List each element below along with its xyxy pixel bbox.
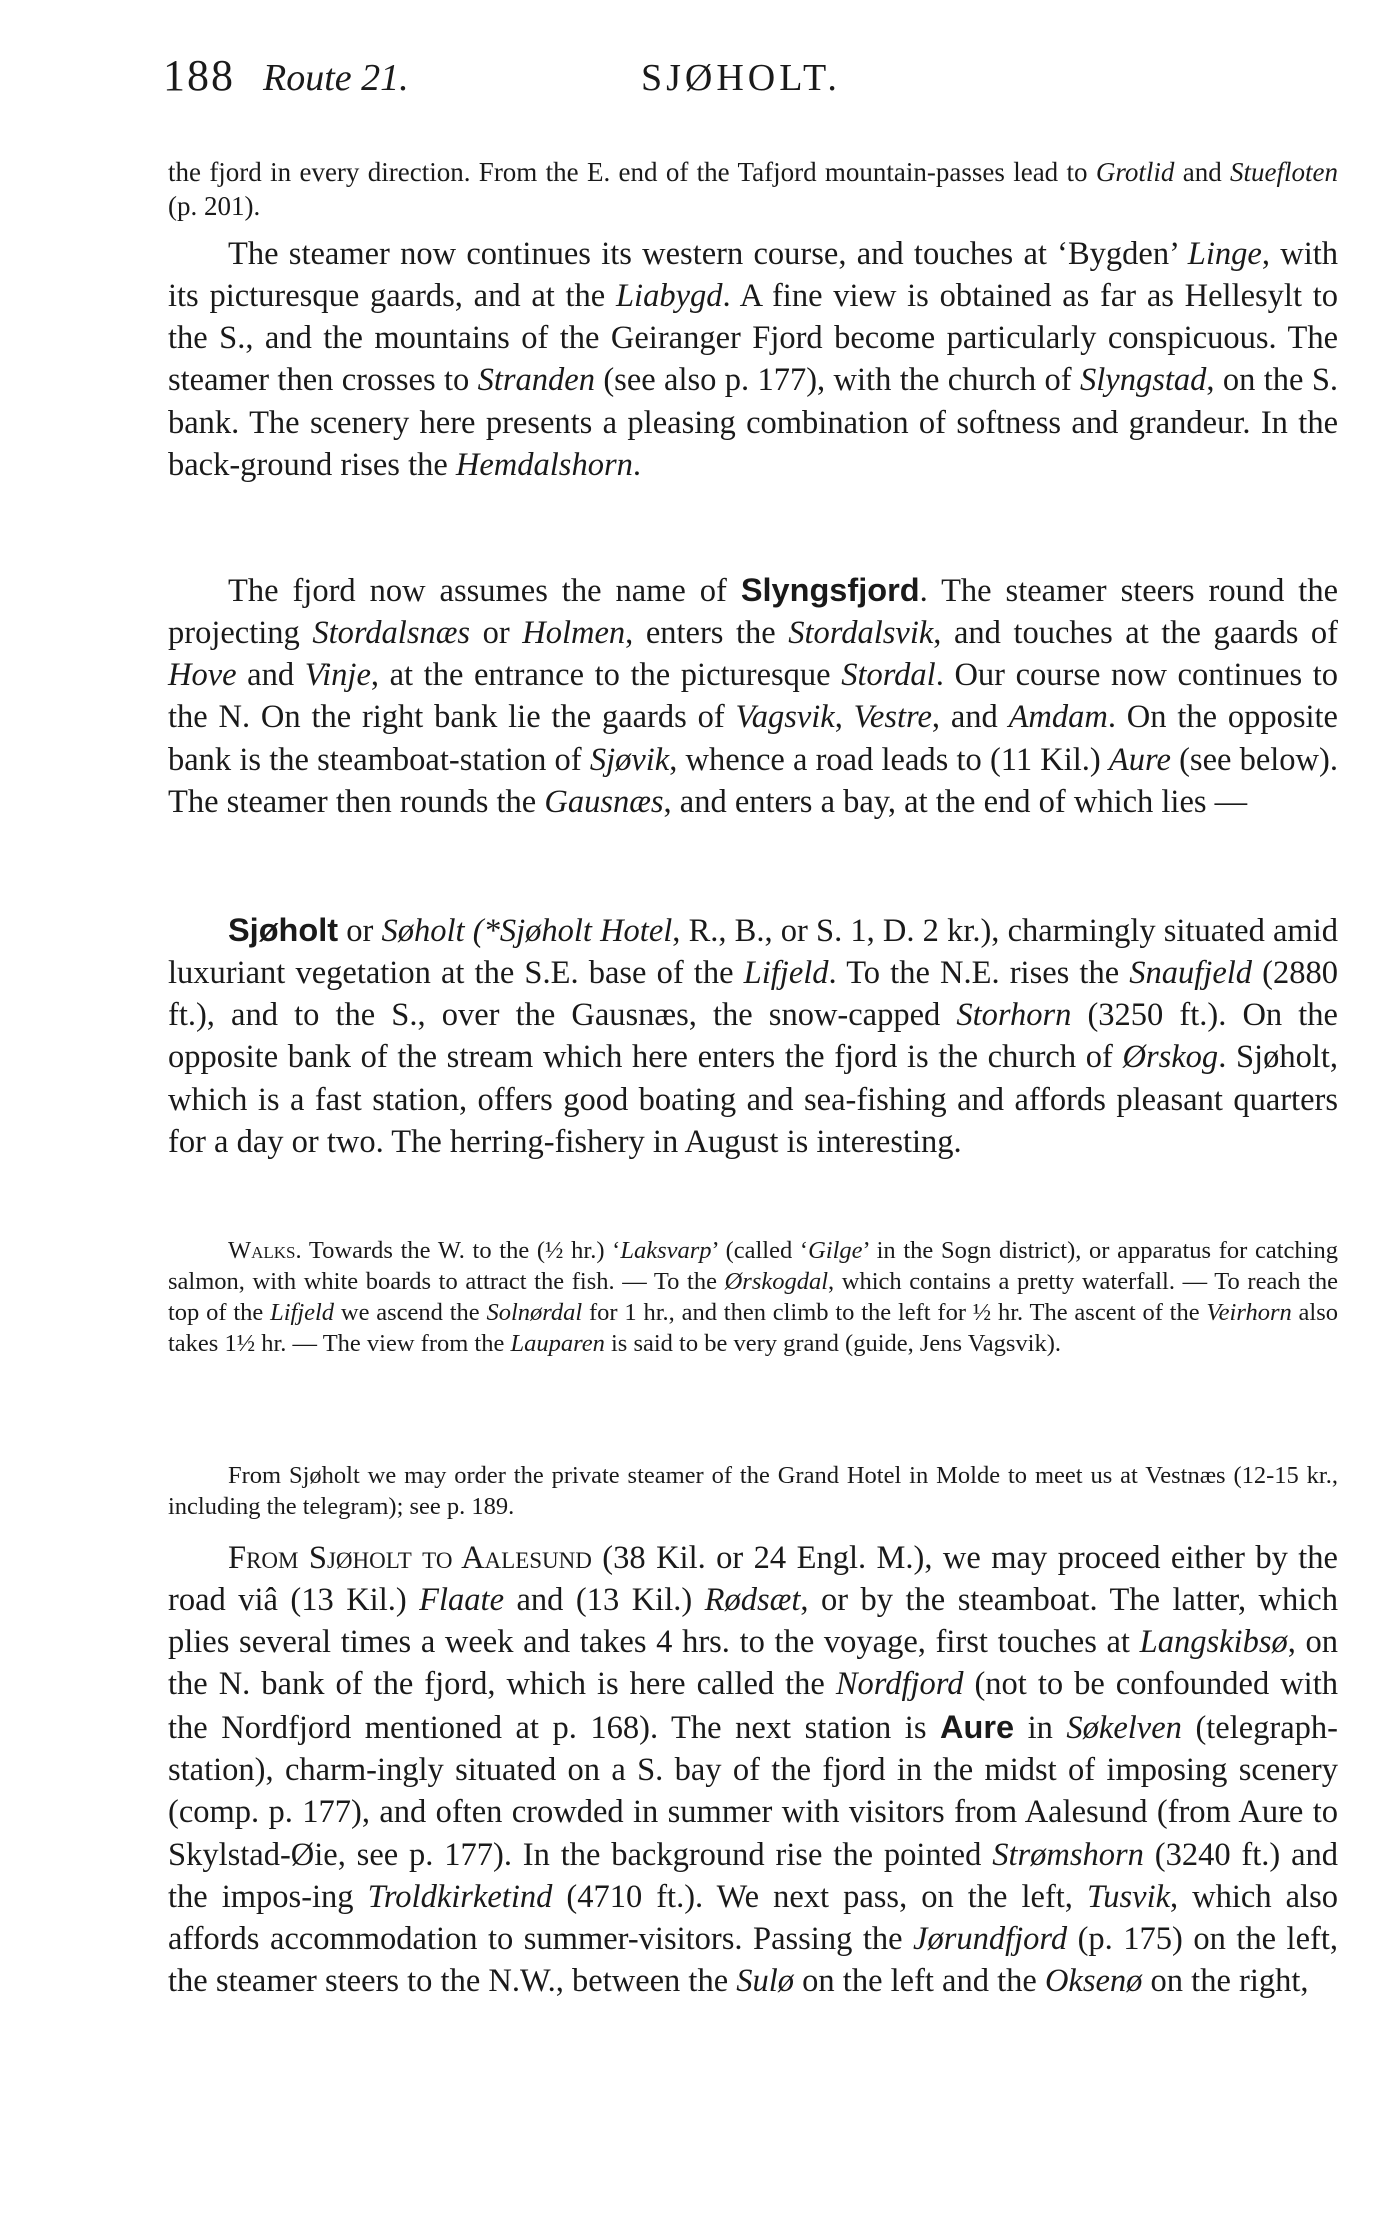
paragraph-to-aalesund: From Sjøholt to Aalesund (38 Kil. or 24 Engl. M.), we may proceed either by the road viâ (13 Kil.) Flaate and (13 Kil.) Rødsæt, or by the steamboat. The latter, which plies several times a week and takes 4 hrs. to the voyage, first touches at Langskibsø, on the N. bank of the fjord, which is here called the Nordfjord (not to be confounded with the Nordfjord mentioned at p. 168). The next station is Aure in Søkelven (telegraph-station), charm-ingly situated on a S. bay of the fjord in the midst of imposing scenery (comp. p. 177), and often crowded in summer with visitors from Aalesund (from Aure to Skylstad-Øie, see p. 177). In the background rise the pointed Strømshorn (3240 ft.) and the impos-ing Troldkirketind (4710 ft.). We next pass, on the left, Tusvik, which also affords accommodation to summer-visitors. Passing the Jørundfjord (p. 175) on the left, the steamer steers to the N.W., between the Sulø on the left and the Oksenø on the right, <box>168 1539 1339 2000</box>
paragraph-steamer-course: The steamer now continues its western course, and touches at ‘Bygden’ Linge, with its picturesque gaards, and at the Liabygd. A fine view is obtained as far as Hellesylt to the S., and the mountains of the Geiranger Fjord become particularly conspicuous. The steamer then crosses to Stranden (see also p. 177), with the church of Slyngstad, on the S. bank. The scenery here presents a pleasing combination of softness and grandeur. In the back-ground rises the Hemdalshorn. <box>168 235 1339 483</box>
route-label: Route 21. <box>263 57 409 99</box>
page-number: 188 <box>163 51 235 100</box>
paragraph-intro: the fjord in every direction. From the E. end of the Tafjord mountain-passes lead to Grotlid and Stuefloten (p. 201). <box>168 157 1339 221</box>
paragraph-sjoholt: Sjøholt or Søholt (*Sjøholt Hotel, R., B., or S. 1, D. 2 kr.), charmingly situated amid luxuriant vegetation at the S.E. base of the Lifjeld. To the N.E. rises the Snaufjeld (2880 ft.), and to the S., over the Gausnæs, the snow-capped Storhorn (3250 ft.). On the opposite bank of the stream which here enters the fjord is the church of Ørskog. Sjøholt, which is a fast station, offers good boating and sea-fishing and affords pleasant quarters for a day or two. The herring-fishery in August is interesting. <box>168 911 1339 1160</box>
paragraph-private-steamer: From Sjøholt we may order the private steamer of the Grand Hotel in Molde to meet us at Vestnæs (12-15 kr., including the telegram); see p. 189. <box>168 1461 1338 1520</box>
paragraph-walks: Walks. Towards the W. to the (½ hr.) ‘Laksvarp’ (called ‘Gilge’ in the Sogn district), or apparatus for catching salmon, with white boards to attract the fish. — To the Ørskogdal, which contains a pretty waterfall. — To reach the top of the Lifjeld we ascend the Solnørdal for 1 hr., and then climb to the left for ½ hr. The ascent of the Veirhorn also takes 1½ hr. — The view from the Lauparen is said to be very grand (guide, Jens Vagsvik). <box>168 1236 1339 1357</box>
running-header <box>163 46 1343 106</box>
paragraph-slyngsfjord: The fjord now assumes the name of Slyngsfjord. The steamer steers round the projecting Stordalsnæs or Holmen, enters the Stordalsvik, and touches at the gaards of Hove and Vinje, at the entrance to the picturesque Stordal. Our course now continues to the N. On the right bank lie the gaards of Vagsvik, Vestre, and Amdam. On the opposite bank is the steamboat-station of Sjøvik, whence a road leads to (11 Kil.) Aure (see below). The steamer then rounds the Gausnæs, and enters a bay, at the end of which lies — <box>168 571 1338 820</box>
page-title: SJØHOLT. <box>641 57 841 99</box>
